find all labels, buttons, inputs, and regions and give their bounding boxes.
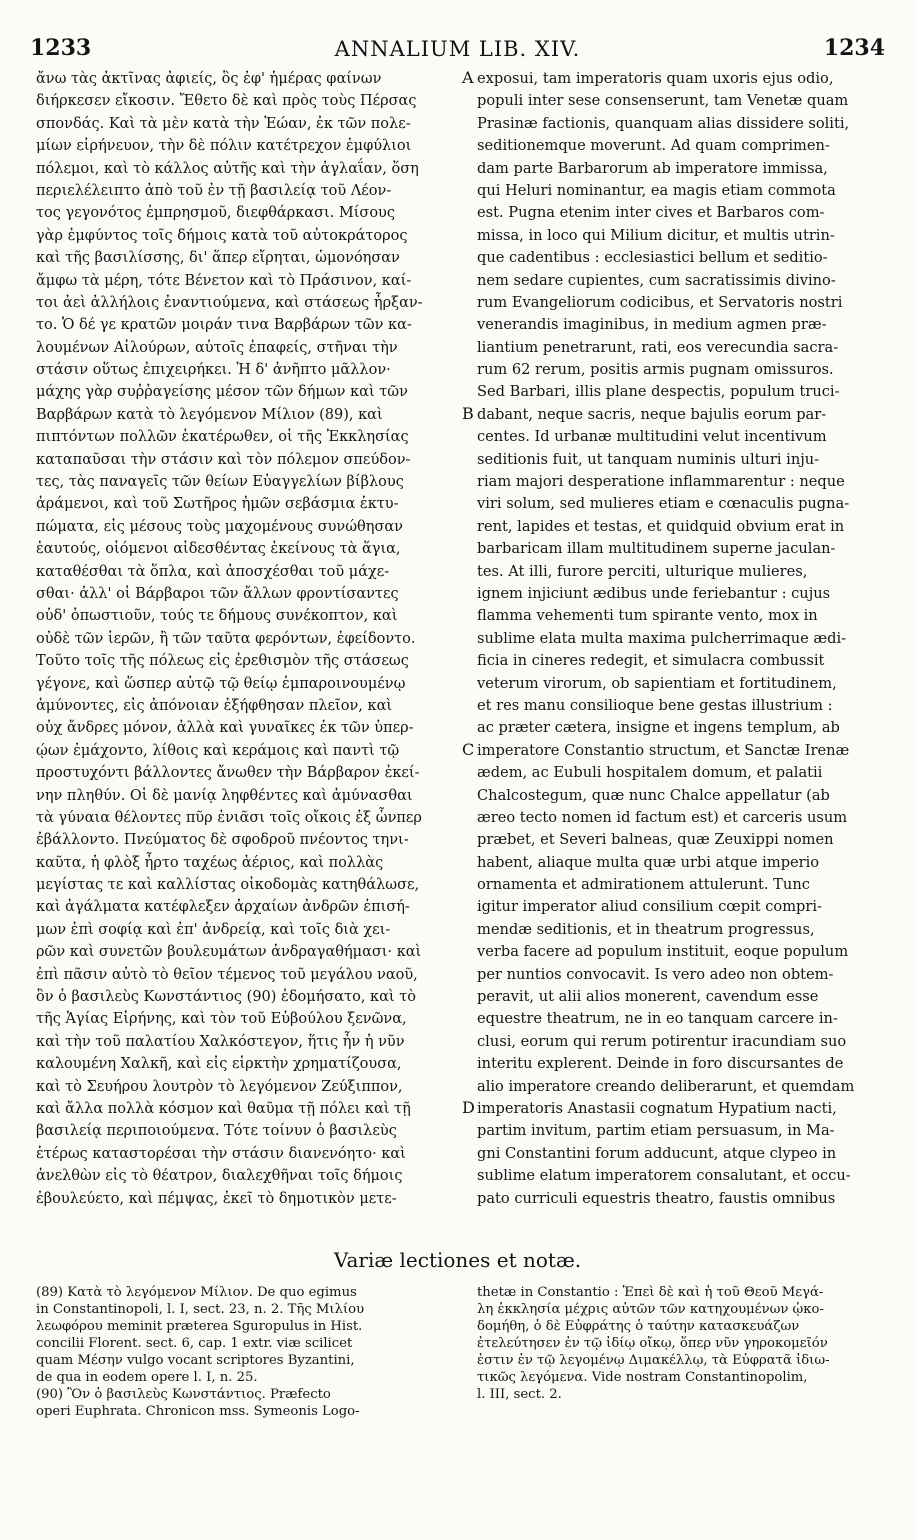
latin-text-line: tes. At illi, furore perciti, ulturique mulieres, xyxy=(477,562,808,580)
latin-text-line: per nuntios convocavit. Is vero adeo non obtem- xyxy=(477,965,834,983)
note-line: concilii Florent. sect. 6, cap. 1 extr. viæ scilicet xyxy=(36,1336,353,1351)
note-line: τικῶς λεγόμενα. Vide nostram Constantinopolim, xyxy=(477,1370,808,1385)
latin-text-line: viri solum, sed mulieres etiam e cœnaculis pugna- xyxy=(477,495,850,513)
latin-text-line: interitu explerent. Deinde in foro discursantes de xyxy=(477,1055,844,1073)
greek-text-line: καταπαῦσαι τὴν στάσιν καὶ τὸν πόλεμον σπεύδον- xyxy=(36,451,411,468)
latin-text-line: Chalcostegum, quæ nunc Chalce appellatur (ab xyxy=(477,786,830,804)
note-line: de qua in eodem opere l. I, n. 25. xyxy=(36,1370,258,1385)
note-line: operi Euphrata. Chronicon mss. Symeonis Logo- xyxy=(36,1404,360,1419)
latin-text-line: ac præter cætera, insigne et ingens templum, ab xyxy=(477,719,840,737)
latin-text-line: centes. Id urbanæ multitudini velut incentivum xyxy=(477,428,827,446)
latin-text-line: missa, in loco qui Milium dicitur, et multis utrin- xyxy=(477,226,835,244)
greek-text-line: καλουμένη Χαλκῆ, καὶ εἰς εἱρκτὴν χρηματίζουσα, xyxy=(36,1056,402,1073)
note-line: δομήθη, ὁ δὲ Εὐφράτης ὁ ταύτην κατασκευάζων xyxy=(477,1319,800,1334)
latin-text-line: dabant, neque sacris, neque bajulis eorum par- xyxy=(477,405,827,423)
greek-text-line: περιελέλειπτο ἀπὸ τοῦ ἐν τῇ βασιλείᾳ τοῦ Λέον- xyxy=(36,182,392,199)
latin-text-line: rum Evangeliorum codicibus, et Servatoris nostri xyxy=(477,293,843,311)
latin-text-line: riam majori desperatione inflammarentur : neque xyxy=(477,473,845,491)
latin-text-line: dam parte Barbarorum ab imperatore immissa, xyxy=(477,159,828,177)
greek-text-line: ῴων ἐμάχοντο, λίθοις καὶ κεράμοις καὶ παντὶ τῷ xyxy=(36,742,400,759)
latin-text-line: ignem injiciunt ædibus unde feriebantur : cujus xyxy=(477,584,831,602)
greek-text-line: τῆς Ἁγίας Εἰρήνης, καὶ τὸν τοῦ Εὐβούλου ξενῶνα, xyxy=(36,1011,407,1028)
latin-text-line: venerandis imaginibus, in medium agmen præ- xyxy=(477,316,827,334)
latin-text-line: flamma vehementi tum spirante vento, mox in xyxy=(477,607,818,625)
notes-right-column xyxy=(477,1284,887,1403)
greek-text-line: βασιλείᾳ περιποιούμενα. Τότε τοίνυν ὁ βασιλεὺς xyxy=(36,1123,397,1140)
latin-text-line: barbaricam illam multitudinem superne jaculan- xyxy=(477,540,836,558)
latin-text-line: alio imperatore creando deliberarunt, et quemdam xyxy=(477,1077,855,1095)
greek-text-line: ἐπὶ πᾶσιν αὐτὸ τὸ θεῖον τέμενος τοῦ μεγάλου ναοῦ, xyxy=(36,966,418,983)
greek-text-line: οὐδ' ὁπωστιοῦν, τούς τε δήμους συνέκοπτον, καὶ xyxy=(36,608,398,625)
note-line: λη ἐκκλησία μέχρις αὐτῶν τῶν κατηχουμένων ᾠκο- xyxy=(477,1302,824,1317)
latin-text-line: ædem, ac Eubuli hospitalem domum, et palatii xyxy=(477,764,823,782)
greek-text-line: καῦτα, ἡ φλὸξ ἦρτο ταχέως ἀέριος, καὶ πολλὰς xyxy=(36,854,384,871)
greek-text-line: καὶ ἀγάλματα κατέφλεξεν ἀρχαίων ἀνδρῶν ἐπισή- xyxy=(36,899,410,916)
note-line: ἐστιν ἐν τῷ λεγομένῳ Διμακέλλῳ, τὰ Εὐφρατᾶ ἰδιω- xyxy=(477,1353,830,1368)
page-header xyxy=(0,35,915,65)
note-line: (90) Ὃν ὁ βασιλεὺς Κωνστάντιος. Præfecto xyxy=(36,1387,331,1402)
greek-text-line: προστυχόντι βάλλοντες ἄνωθεν τὴν Βάρβαρον ἐκεί- xyxy=(36,765,420,782)
greek-text-line: ἑτέρως καταστορέσαι τὴν στάσιν διανενόητο· καὶ xyxy=(36,1145,406,1162)
latin-text-line: seditionemque moverunt. Ad quam comprimen- xyxy=(477,137,830,155)
greek-text-line: μάχης γὰρ συῤῥαγείσης μέσον τῶν δήμων καὶ τῶν xyxy=(36,384,408,401)
page-number-right: 1234 xyxy=(823,35,885,61)
latin-text-line: ornamenta et admirationem attulerunt. Tunc xyxy=(477,876,810,894)
latin-text-line: populi inter sese consenserunt, tam Venetæ quam xyxy=(477,92,849,110)
greek-text-line: τοι ἀεὶ ἀλλήλοις ἐναντιούμενα, καὶ στάσεως ἦρξαν- xyxy=(36,294,423,311)
greek-text-line: ρῶν καὶ συνετῶν βουλευμάτων ἀνδραγαθήμασι· καὶ xyxy=(36,944,422,961)
latin-text-line: clusi, eorum qui rerum potirentur iracundiam suo xyxy=(477,1032,847,1050)
margin-marker-c: C xyxy=(462,740,475,759)
greek-text-line: καὶ τὴν τοῦ παλατίου Χαλκόστεγον, ἥτις ἦν ἡ νῦν xyxy=(36,1033,405,1050)
margin-marker-d: D xyxy=(462,1098,475,1117)
latin-text-line: gni Constantini forum adducunt, atque clypeo in xyxy=(477,1144,837,1162)
greek-text-line: ἀράμενοι, καὶ τοῦ Σωτῆρος ἡμῶν σεβάσμια ἐκτυ- xyxy=(36,496,399,513)
greek-text-line: τὰ γύναια θέλοντες πῦρ ἐνιᾶσι τοῖς οἴκοις ἐξ ὧνπερ xyxy=(36,809,422,826)
greek-text-line: Βαρβάρων κατὰ τὸ λεγόμενον Μίλιον (89), καὶ xyxy=(36,406,383,423)
greek-text-line: μίων εἰρήνευον, τὴν δὲ πόλιν κατέτρεχον ἐμφύλιοι xyxy=(36,138,412,155)
greek-text-line: ἄνω τὰς ἀκτῖνας ἀφιείς, ὃς ἐφ' ἡμέρας φαίνων xyxy=(36,71,382,87)
latin-text-line: liantium penetrarunt, rati, eos verecundia sacra- xyxy=(477,338,839,356)
latin-text-line: qui Heluri nominantur, ea magis etiam commota xyxy=(477,181,836,199)
latin-text-line: exposui, tam imperatoris quam uxoris ejus odio, xyxy=(477,70,834,87)
latin-text-line: equestre theatrum, ne in eo tanquam carcere in- xyxy=(477,1010,838,1028)
latin-text-line: rum 62 rerum, positis armis pugnam omissuros. xyxy=(477,361,834,379)
greek-text-line: καταθέσθαι τὰ ὅπλα, καὶ ἀποσχέσθαι τοῦ μάχε- xyxy=(36,563,390,580)
greek-text-line: ἐβάλλοντο. Πνεύματος δὲ σφοδροῦ πνέοντος τηνι- xyxy=(36,832,409,849)
latin-text-line: imperatore Constantio structum, et Sanctæ Irenæ xyxy=(477,741,850,759)
latin-text-line: Prasinæ factionis, quanquam alias dissidere soliti, xyxy=(477,114,850,132)
notes-left-column xyxy=(36,1284,460,1420)
latin-text-line: Sed Barbari, illis plane despectis, populum truci- xyxy=(477,383,840,401)
greek-text-line: το. Ὁ δέ γε κρατῶν μοιράν τινα Βαρβάρων τῶν κα- xyxy=(36,317,412,334)
greek-text-line: καὶ τῆς βασιλίσσης, δι' ἅπερ εἴρηται, ὡμονόησαν xyxy=(36,250,400,267)
greek-text-line: ἀμύνοντες, εἰς ἀπόνοιαν ἐξήφθησαν πλεῖον, καὶ xyxy=(36,697,393,714)
greek-text-line: διήρκεσεν εἴκοσιν. Ἔθετο δὲ καὶ πρὸς τοὺς Πέρσας xyxy=(36,93,417,110)
notes-title: Variæ lectiones et notæ. xyxy=(333,1248,582,1272)
greek-text-line: ἑαυτούς, οἰόμενοι αἰδεσθέντας ἐκείνους τὰ ἅγια, xyxy=(36,541,401,558)
latin-text-line: rent, lapides et testas, et quidquid obvium erat in xyxy=(477,517,845,535)
greek-text-line: ἐβουλεύετο, καὶ πέμψας, ἐκεῖ τὸ δημοτικὸν μετε- xyxy=(36,1190,397,1207)
latin-text-line: habent, aliaque multa quæ urbi atque imperio xyxy=(477,853,820,871)
latin-text-line: veterum virorum, ob sapientiam et fortitudinem, xyxy=(477,674,837,692)
note-line: l. III, sect. 2. xyxy=(477,1387,562,1402)
latin-text-line: sublime elata multa maxima pulcherrimaque ædi- xyxy=(477,629,847,647)
latin-text-line: ficia in cineres redegit, et simulacra combussit xyxy=(477,652,825,670)
latin-text-line: sublime elatum imperatorem consalutant, et occu- xyxy=(477,1167,851,1185)
latin-text-line: partim invitum, partim etiam persuasum, in Ma- xyxy=(477,1122,835,1140)
note-line: in Constantinopoli, l. I, sect. 23, n. 2. Τῆς Μιλίου xyxy=(36,1302,365,1317)
note-line: (89) Κατὰ τὸ λεγόμενον Μίλιον. De quo egimus xyxy=(36,1285,357,1300)
greek-text-line: Τοῦτο τοῖς τῆς πόλεως εἰς ἐρεθισμὸν τῆς στάσεως xyxy=(36,653,409,670)
latin-text-line: seditionis fuit, ut tanquam numinis ulturi inju- xyxy=(477,450,820,468)
note-line: λεωφόρου meminit præterea Sguropulus in Hist. xyxy=(36,1319,363,1334)
note-line: thetæ in Constantio : Ἐπεὶ δὲ καὶ ἡ τοῦ Θεοῦ Μεγά- xyxy=(477,1285,824,1300)
greek-text-line: ὃν ὁ βασιλεὺς Κωνστάντιος (90) ἐδομήσατο, καὶ τὸ xyxy=(36,989,416,1006)
latin-text-line: peravit, ut alii alios monerent, cavendum esse xyxy=(477,988,819,1006)
greek-text-line: γέγονε, καὶ ὥσπερ αὐτῷ τῷ θείῳ ἐμπαροινουμένῳ xyxy=(36,675,406,692)
greek-text-line: ἀνελθὼν εἰς τὸ θέατρον, διαλεχθῆναι τοῖς δήμοις xyxy=(36,1168,403,1185)
greek-column xyxy=(36,68,460,1210)
greek-text-line: οὐχ ἄνδρες μόνον, ἀλλὰ καὶ γυναῖκες ἐκ τῶν ὑπερ- xyxy=(36,720,414,737)
greek-text-line: τος γεγονότος ἐμπρησμοῦ, διεφθάρκασι. Μίσους xyxy=(36,205,395,222)
latin-text-line: præbet, et Severi balneas, quæ Zeuxippi nomen xyxy=(477,831,834,849)
greek-text-line: πιπτόντων πολλῶν ἑκατέρωθεν, οἱ τῆς Ἐκκλησίας xyxy=(36,429,409,446)
greek-text-line: πόλεμοι, καὶ τὸ κάλλος αὐτῆς καὶ τὴν ἀγλαΐαν, ὅση xyxy=(36,160,419,177)
latin-text-line: verba facere ad populum instituit, eoque populum xyxy=(477,943,849,961)
greek-text-line: σπονδάς. Καὶ τὰ μὲν κατὰ τὴν Ἑώαν, ἐκ τῶν πολε- xyxy=(36,115,411,132)
greek-text-line: οὐδὲ τῶν ἱερῶν, ἢ τῶν ταῦτα φερόντων, ἐφείδοντο. xyxy=(36,630,416,647)
greek-text-line: μεγίστας τε καὶ καλλίστας οἰκοδομὰς κατηθάλωσε, xyxy=(36,877,420,894)
note-line: quam Μέσην vulgo vocant scriptores Byzantini, xyxy=(36,1353,355,1368)
greek-text-line: τες, τὰς παναγεῖς τῶν θείων Εὐαγγελίων βίβλους xyxy=(36,474,404,491)
greek-text-line: ἄμφω τὰ μέρη, τότε Βένετον καὶ τὸ Πράσινον, καί- xyxy=(36,272,412,289)
latin-text-line: mendæ seditionis, et in theatrum progressus, xyxy=(477,920,815,938)
greek-text-line: σθαι· ἀλλ' οἱ Βάρβαροι τῶν ἄλλων φροντίσαντες xyxy=(36,585,399,602)
latin-text-line: et res manu consilioque bene gestas illustrium : xyxy=(477,696,833,714)
greek-text-line: λουμένων Αἰλούρων, αὐτοῖς ἐπαφείς, στῆναι τὴν xyxy=(36,339,398,356)
page-number-left: 1233 xyxy=(30,35,92,61)
margin-marker-a: A xyxy=(462,68,474,87)
latin-text-line: igitur imperator aliud consilium cœpit compri- xyxy=(477,898,822,916)
greek-text-line: καὶ τὸ Σευήρου λουτρὸν τὸ λεγόμενον Ζεύξιππον, xyxy=(36,1078,403,1095)
latin-text-line: æreo tecto nomen id factum est) et carceris usum xyxy=(477,808,848,826)
running-title: ANNALIUM LIB. XIV. xyxy=(334,37,581,61)
latin-text-line: que cadentibus : ecclesiastici bellum et seditio- xyxy=(477,249,828,267)
greek-text-line: στάσιν οὕτως ἐπιχειρήκει. Ἡ δ' ἀνῆπτο μᾶλλον· xyxy=(36,362,391,379)
greek-text-line: μων ἐπὶ σοφίᾳ καὶ ἐπ' ἀνδρείᾳ, καὶ τοῖς διὰ χει- xyxy=(36,921,391,938)
greek-text-line: νην πληθύν. Οἱ δὲ μανίᾳ ληφθέντες καὶ ἀμύνασθαι xyxy=(36,787,413,804)
latin-text-line: est. Pugna etenim inter cives et Barbaros com- xyxy=(477,204,825,222)
latin-text-line: imperatoris Anastasii cognatum Hypatium nacti, xyxy=(477,1099,837,1117)
greek-text-line: καὶ ἄλλα πολλὰ κόσμον καὶ θαῦμα τῇ πόλει καὶ τῇ xyxy=(36,1100,411,1117)
latin-column xyxy=(477,68,887,1210)
latin-text-line: nem sedare cupientes, cum sacratissimis divino- xyxy=(477,271,836,289)
latin-text-line: pato curriculi equestris theatro, faustis omnibus xyxy=(477,1189,836,1207)
greek-text-line: γὰρ ἐμφύντος τοῖς δήμοις κατὰ τοῦ αὐτοκράτορος xyxy=(36,227,408,244)
margin-marker-b: B xyxy=(462,404,474,423)
greek-text-line: πώματα, εἰς μέσους τοὺς μαχομένους συνώθησαν xyxy=(36,518,403,535)
note-line: ἐτελεύτησεν ἐν τῷ ἰδίῳ οἴκῳ, ὅπερ νῦν γηροκομεῖόν xyxy=(477,1336,828,1351)
